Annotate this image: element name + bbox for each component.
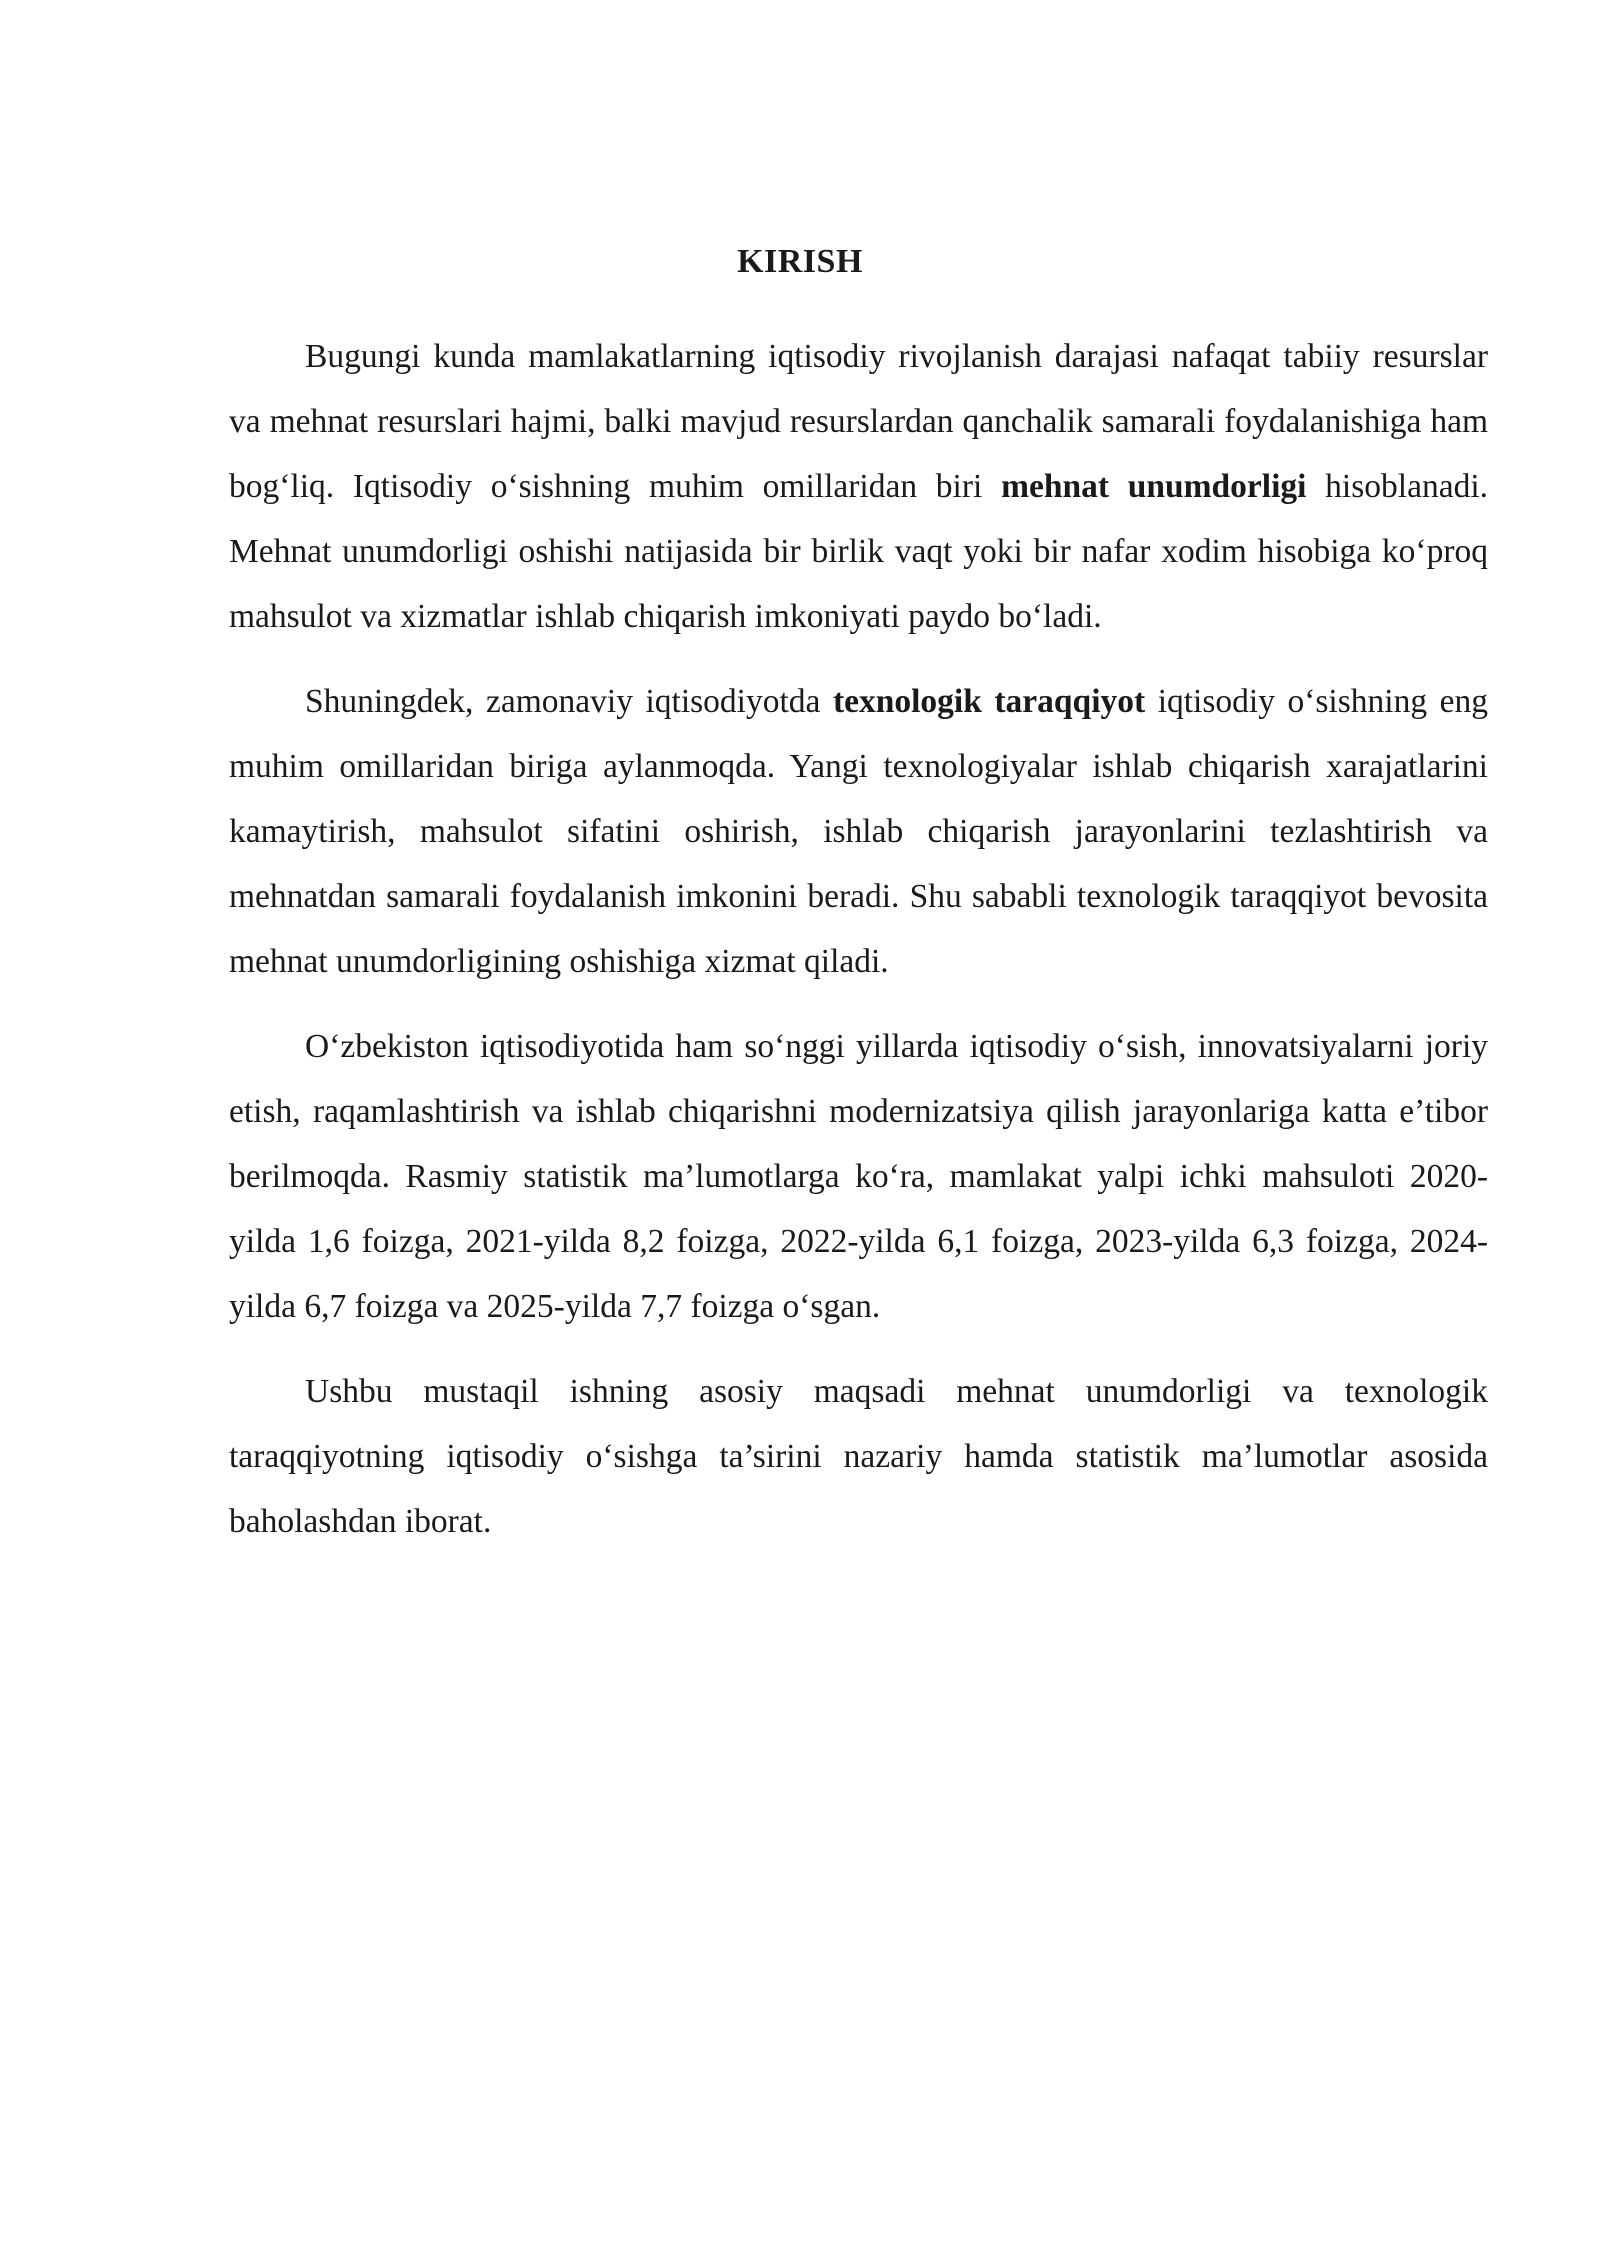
- paragraph-1-bold-term: mehnat unumdorligi: [1001, 468, 1307, 505]
- paragraph-2-text-b: iqtisodiy o‘sishning eng muhim omillaridan biriga aylanmoqda. Yangi texnologiyalar ishlab chiqarish xarajatlarini kamaytirish, mahsulot sifatini oshirish, ishlab chiqarish jarayonlarini tezlashtirish va mehnatdan samarali foydalanish imkonini beradi. Shu sababli texnologik taraqqiyot bevosita mehnat unumdorligining oshishiga xizmat qiladi.: [229, 683, 1488, 980]
- page-heading: KIRISH: [737, 243, 863, 280]
- paragraph-3: [229, 1014, 1488, 1339]
- paragraph-4: [229, 1359, 1488, 1554]
- paragraph-1-text-b: hisoblanadi. Mehnat unumdorligi oshishi natijasida bir birlik vaqt yoki bir nafar xodim hisobiga ko‘proq mahsulot va xizmatlar ishlab chiqarish imkoniyati paydo bo‘ladi.: [229, 468, 1488, 635]
- paragraph-2-text-a: Shuningdek, zamonaviy iqtisodiyotda: [305, 683, 833, 720]
- paragraph-1: [229, 324, 1488, 649]
- paragraph-1-text-a: Bugungi kunda mamlakatlarning iqtisodiy rivojlanish darajasi nafaqat tabiiy resurslar va mehnat resurslari hajmi, balki mavjud resurslardan qanchalik samarali foydalanishiga ham bog‘liq. Iqtisodiy o‘sishning muhim omillaridan biri: [229, 338, 1488, 505]
- document-body: [229, 324, 1488, 1574]
- paragraph-4-text: Ushbu mustaqil ishning asosiy maqsadi mehnat unumdorligi va texnologik taraqqiyotning iqtisodiy o‘sishga ta’sirini nazariy hamda statistik ma’lumotlar asosida baholashdan iborat.: [229, 1373, 1488, 1540]
- paragraph-2: [229, 669, 1488, 994]
- paragraph-2-bold-term: texnologik taraqqiyot: [832, 683, 1146, 720]
- paragraph-3-text: O‘zbekiston iqtisodiyotida ham so‘nggi yillarda iqtisodiy o‘sish, innovatsiyalarni joriy etish, raqamlashtirish va ishlab chiqarishni modernizatsiya qilish jarayonlariga katta e’tibor berilmoqda. Rasmiy statistik ma’lumotlarga ko‘ra, mamlakat yalpi ichki mahsuloti 2020-yilda 1,6 foizga, 2021-yilda 8,2 foizga, 2022-yilda 6,1 foizga, 2023-yilda 6,3 foizga, 2024-yilda 6,7 foizga va 2025-yilda 7,7 foizga o‘sgan.: [229, 1028, 1488, 1325]
